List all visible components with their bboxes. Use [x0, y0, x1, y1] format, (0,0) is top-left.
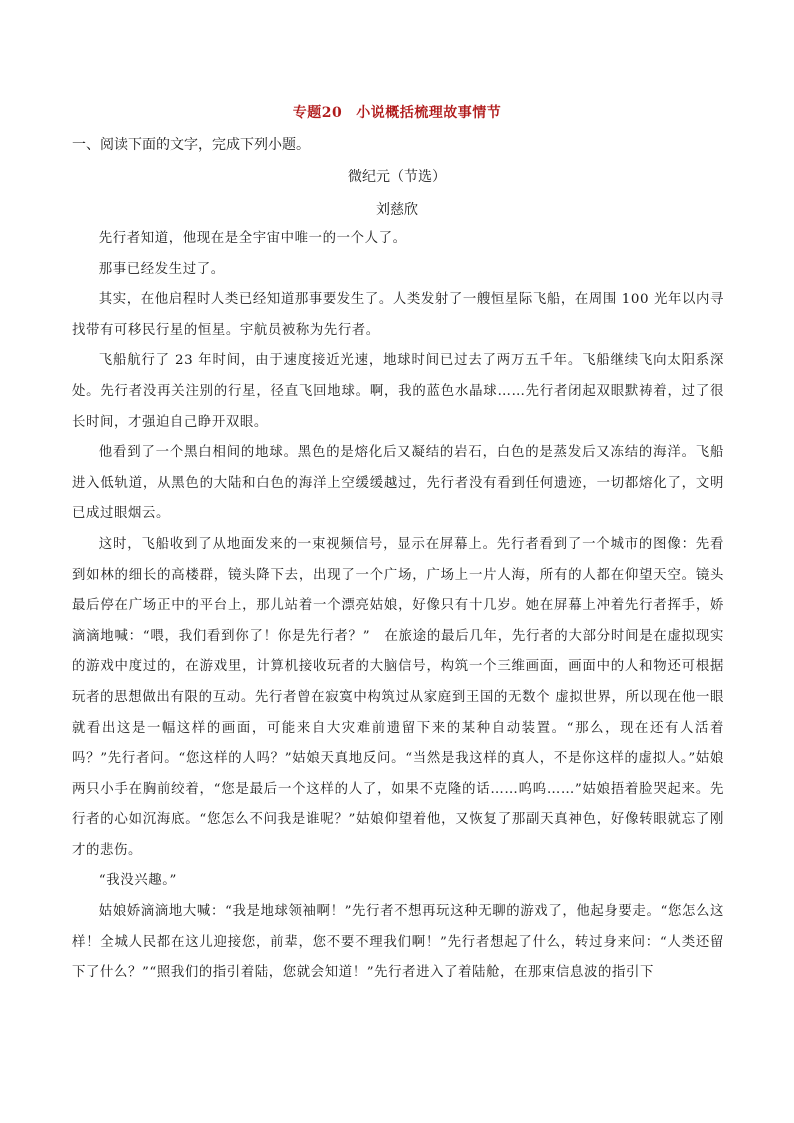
story-paragraph: 飞船航行了 23 年时间，由于速度接近光速，地球时间已过去了两万五千年。飞船继续飞向太阳系深处。先行者没再关注别的行星，径直飞回地球。啊，我的蓝色水晶球……先行者闭起双眼默祷着，过了很长时间，才强迫自己睁开双眼。 — [72, 353, 724, 430]
story-title: 微纪元（节选） — [348, 169, 446, 185]
story-paragraph: 这时，飞船收到了从地面发来的一束视频信号，显示在屏幕上。先行者看到了一个城市的图像：先看到如林的细长的高楼群，镜头降下去，出现了一个广场，广场上一片人海，所有的人都在仰望天空。镜头最后停在广场正中的平台上，那儿站着一个漂亮姑娘，好像只有十几岁。她在屏幕上冲着先行者挥手，娇滴滴地喊：“喂，我们看到你了！你是先行者？” 在旅途的最后几年，先行者的大部分时间是在虚拟现实的游戏中度过的，在游戏里，计算机接收玩者的大脑信号，构筑一个三维画面，画面中的人和物还可根据玩者的思想做出有限的互动。先行者曾在寂寞中构筑过从家庭到王国的无数个 虚拟世界，所以现在他一眼就看出这是一幅这样的画面，可能来自大灾难前遗留下来的某种自动装置。“那么，现在还有人活着吗？”先行者问。“您这样的人吗？”姑娘天真地反问。“当然是我这样的真人，不是你这样的虚拟人。”姑娘两只小手在胸前绞着，“您是最后一个这样的人了，如果不克隆的话……呜呜……”姑娘捂着脸哭起来。先行者的心如沉海底。“您怎么不问我是谁呢？”姑娘仰望着他，又恢复了那副天真神色，好像转眼就忘了刚才的悲伤。 — [72, 536, 724, 858]
story-paragraph: 那事已经发生过了。 — [98, 261, 225, 277]
story-paragraph: 他看到了一个黑白相间的地球。黑色的是熔化后又凝结的岩石，白色的是蒸发后又冻结的海洋。飞船进入低轨道，从黑色的大陆和白色的海洋上空缓缓越过，先行者没有看到任何遗迹，一切都熔化了，文明已成过眼烟云。 — [72, 445, 724, 522]
story-author: 刘慈欣 — [376, 202, 418, 218]
topic-title: 小说概括梳理故事情节 — [356, 105, 502, 121]
topic-number: 专题20 — [292, 105, 343, 121]
story-paragraph: 姑娘娇滴滴地大喊：“我是地球领袖啊！”先行者不想再玩这种无聊的游戏了，他起身要走。“您怎么这样！全城人民都在这儿迎接您，前辈，您不要不理我们啊！”先行者想起了什么，转过身来问：“人类还留下了什么？”“照我们的指引着陆，您就会知道！”先行者进入了着陆舱，在那束信息波的指引下 — [72, 904, 724, 981]
story-paragraph: 其实，在他启程时人类已经知道那事要发生了。人类发射了一艘恒星际飞船，在周围 100 光年以内寻找带有可移民行星的恒星。宇航员被称为先行者。 — [72, 292, 724, 338]
section-heading: 一、阅读下面的文字，完成下列小题。 — [72, 137, 310, 153]
story-body — [72, 224, 724, 989]
story-paragraph: 先行者知道，他现在是全宇宙中唯一的一个人了。 — [98, 231, 407, 246]
document-title — [0, 102, 794, 122]
story-paragraph: “我没兴趣。” — [98, 873, 177, 889]
